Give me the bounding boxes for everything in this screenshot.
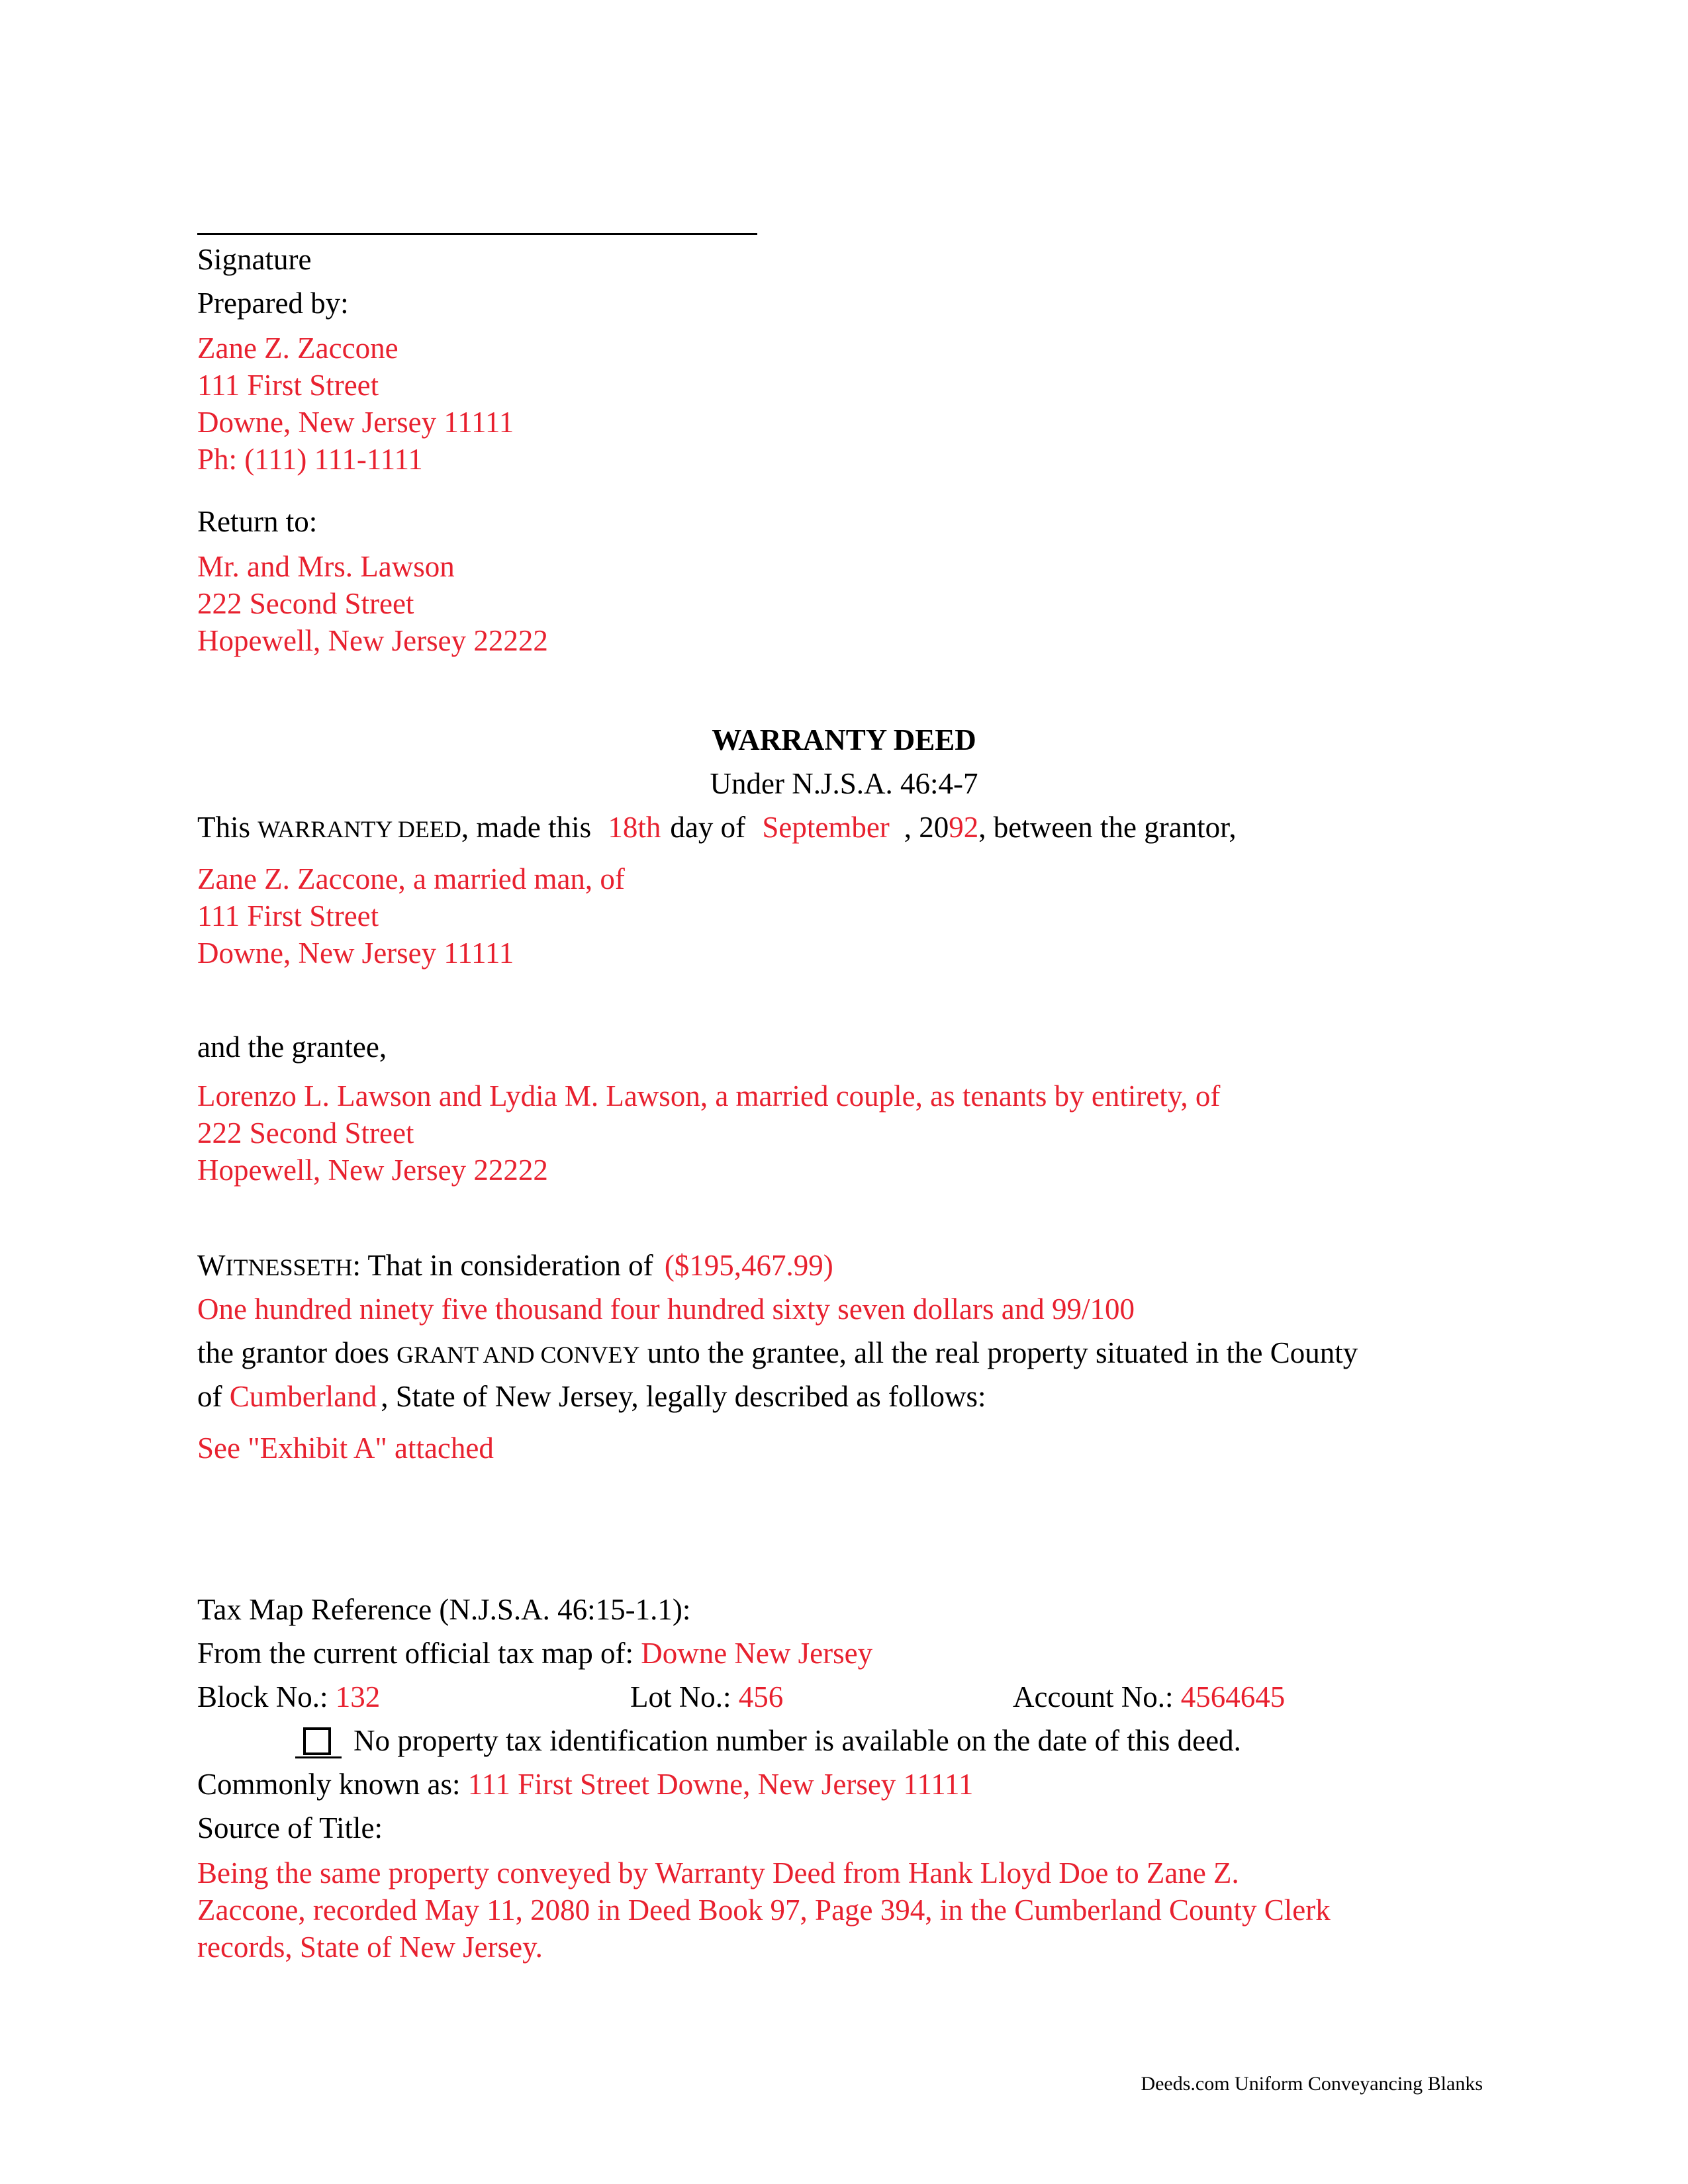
prepared-by-name: Zane Z. Zaccone [197,332,399,365]
source-of-title-line-3: records, State of New Jersey. [197,1931,543,1964]
no-tax-id-text: No property tax identification number is available on the date of this deed. [353,1724,1241,1757]
deed-year: 92 [949,811,979,844]
signature-label: Signature [197,243,312,276]
account-field [1013,1682,1285,1712]
commonly-known-label: Commonly known as: [197,1768,461,1801]
lot-number: 456 [738,1680,784,1713]
consideration-amount: ($195,467.99) [664,1249,833,1282]
prepared-by-phone: Ph: (111) 111-1111 [197,443,423,476]
return-to-city: Hopewell, New Jersey 22222 [197,624,548,657]
grantee-label: and the grantee, [197,1030,387,1064]
year-prefix: , 20 [904,811,949,844]
checkbox-underline [295,1756,342,1758]
account-label: Account No.: [1013,1680,1174,1713]
grantor-name: Zane Z. Zaccone, a married man, of [197,862,625,895]
deed-month: September [762,811,890,844]
consideration-words: One hundred ninety five thousand four hundred sixty seven dollars and 99/100 [197,1293,1135,1326]
county-name: Cumberland [229,1380,377,1413]
between-text: , between the grantor, [978,811,1237,844]
grantee-city: Hopewell, New Jersey 22222 [197,1154,548,1187]
intro-this: This [197,811,251,844]
source-of-title-line-1: Being the same property conveyed by Warranty Deed from Hank Lloyd Doe to Zane Z. [197,1856,1239,1889]
grantee-street: 222 Second Street [197,1116,414,1150]
day-of: day of [670,811,746,844]
witness-rest: ITNESSETH [225,1254,353,1281]
prepared-by-street: 111 First Street [197,369,379,402]
grant-smallcaps: GRANT AND CONVEY [397,1342,640,1368]
deed-day: 18th [608,811,661,844]
legal-description: See "Exhibit A" attached [197,1432,494,1465]
block-number: 132 [335,1680,381,1713]
return-to-street: 222 Second Street [197,587,414,620]
intro-deed-smallcaps: WARRANTY DEED [258,816,461,842]
intro-line [197,813,1237,842]
witnesseth-line [197,1251,833,1281]
county-line [197,1382,986,1412]
prepared-by-label: Prepared by: [197,287,349,320]
grantee-name: Lorenzo L. Lawson and Lydia M. Lawson, a married couple, as tenants by entirety, of [197,1079,1221,1113]
commonly-known-address: 111 First Street Downe, New Jersey 11111 [467,1768,974,1801]
return-to-name: Mr. and Mrs. Lawson [197,550,455,583]
footer-text: Deeds.com Uniform Conveyancing Blanks [1141,2073,1483,2095]
state-text: , State of New Jersey, legally described as follows: [381,1380,986,1413]
lot-label: Lot No.: [630,1680,731,1713]
grant-line [197,1338,1358,1368]
grant-pre: the grantor does [197,1336,389,1369]
witness-text: : That in consideration of [352,1249,653,1282]
lot-field [630,1682,783,1712]
intro-made: , made this [461,811,592,844]
tax-map-from-label: From the current official tax map of: [197,1637,633,1670]
witness-w: W [197,1249,226,1282]
return-to-label: Return to: [197,505,318,538]
statute-subtitle: Under N.J.S.A. 46:4-7 [710,767,978,800]
prepared-by-city: Downe, New Jersey 11111 [197,406,514,439]
tax-map-label: Tax Map Reference (N.J.S.A. 46:15-1.1): [197,1593,691,1626]
commonly-known-line [197,1770,973,1799]
signature-line [197,233,757,235]
block-field [197,1682,380,1712]
account-number: 4564645 [1180,1680,1286,1713]
tax-map-from-line [197,1639,872,1668]
source-of-title-line-2: Zaccone, recorded May 11, 2080 in Deed Book 97, Page 394, in the Cumberland County Clerk [197,1893,1331,1927]
no-tax-id-checkbox[interactable] [303,1727,331,1755]
source-of-title-label: Source of Title: [197,1811,383,1844]
grantor-city: Downe, New Jersey 11111 [197,936,514,970]
grantor-street: 111 First Street [197,899,379,933]
of-label: of [197,1380,222,1413]
document-title: WARRANTY DEED [712,723,976,756]
tax-map-municipality: Downe New Jersey [641,1637,873,1670]
block-label: Block No.: [197,1680,328,1713]
grant-post: unto the grantee, all the real property situated in the County [647,1336,1358,1369]
